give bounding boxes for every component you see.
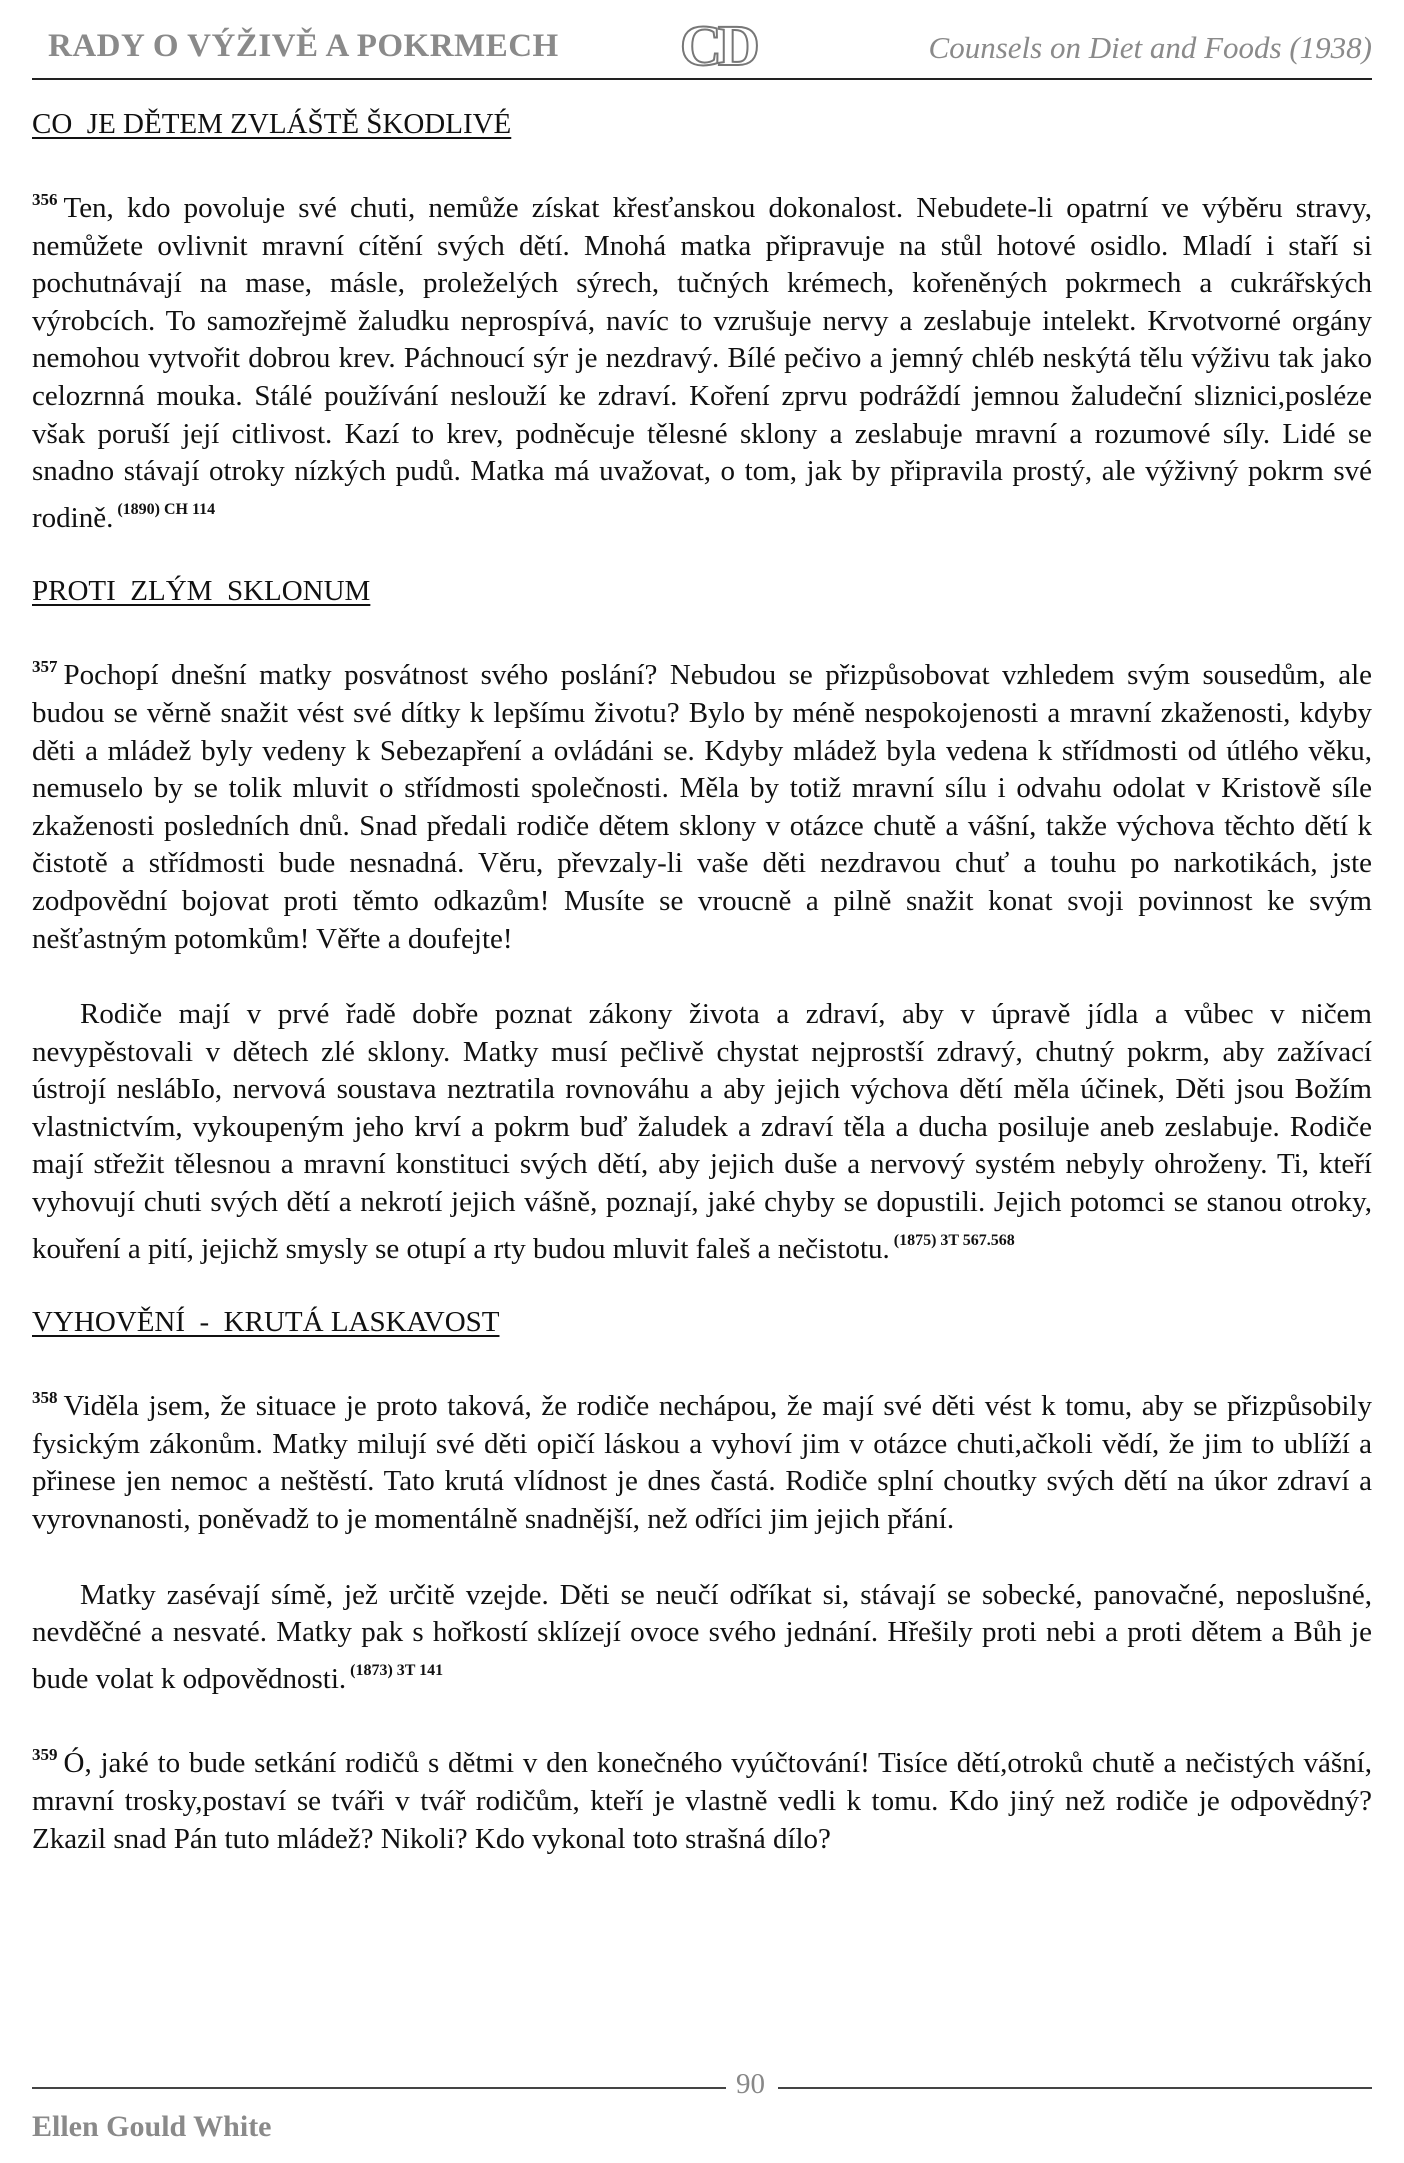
header-logo: CD	[680, 13, 756, 78]
reference: (1873) 3T 141	[350, 1661, 444, 1679]
paragraph-text: Viděla jsem, že situace je proto taková, že rodiče nechápou, že mají své děti vést k tomu, aby se přizpůsobily fysickým zákonům. Matky milují své děti opičí láskou a vyhoví jim v otázce chuti,ačkoli vědí, že jim to ublíží a přinese jen nemoc a neštěstí. Tato krutá vlídnost je dnes častá. Rodiče splní choutky svých dětí na úkor zdraví a vyrovnanosti, poněvadž to je momentálně snadnější, než odříci jim jejich přání.	[32, 1390, 1372, 1536]
header-right-title: Counsels on Diet and Foods (1938)	[928, 30, 1372, 65]
page-header	[32, 13, 1372, 80]
header-left-title: RADY O VÝŽIVĚ A POKRMECH	[48, 28, 559, 64]
footer-divider-left	[32, 2087, 726, 2089]
paragraph-text: Rodiče mají v prvé řadě dobře poznat zákony života a zdraví, aby v úpravě jídla a vůbec v ničem nevypěstovali v dětech zlé sklony. Matky musí pečlivě chystat nejprostší zdravý, chutný pokrm, aby zažívací ústrojí neslábIo, nervová soustava neztratila rovnováhu a aby jejich výchova dětí měla účinek, Děti jsou Božím vlastnictvím, vykoupeným jeho krví a pokrm buď žaludek a zdraví těla a ducha posiluje aneb zeslabuje. Rodiče mají střežit tělesnou a mravní konstituci svých dětí, aby jejich duše a nervový systém nebyly ohroženy. Ti, kteří vyhovují chuti svých dětí a nekrotí jejich vášně, poznají, jaké chyby se dopustili. Jejich potomci se stanou otroky, kouření a pití, jejichž smysly se otupí a rty budou mluvit faleš a nečistotu.	[32, 998, 1372, 1265]
paragraph-357	[32, 648, 1372, 958]
paragraph-text: Ó, jaké to bude setkání rodičů s dětmi v den konečného vyúčtování! Tisíce dětí,otroků chutě a nečistých vášní, mravní trosky,postaví se tváři v tvář rodičům, kteří je vlastně vedli k tomu. Kdo jiný než rodiče je odpovědný? Zkazil snad Pán tuto mládež? Nikoli? Kdo vykonal toto strašná dílo?	[32, 1747, 1372, 1855]
reference: (1890) CH 114	[117, 500, 216, 518]
paragraph-text: Ten, kdo povoluje své chuti, nemůže získat křesťanskou dokonalost. Nebudete-li opatrní ve výběru stravy, nemůžete ovlivnit mravní cítění svých dětí. Mnohá matka připravuje na stůl hotové osidlo. Mladí i staří si pochutnávají na mase, másle, proleželých sýrech, tučných krémech, kořeněných pokrmech a cukrářských výrobcích. To samozřejmě žaludku neprospívá, navíc to vzrušuje nervy a zeslabuje intelekt. Krvotvorné orgány nemohou vytvořit dobrou krev. Páchnoucí sýr je nezdravý. Bílé pečivo a jemný chléb neskýtá tělu výživu tak jako celozrnná mouka. Stálé používání neslouží ke zdraví. Koření zprvu podráždí jemnou žaludeční sliznici,posléze však poruší její citlivost. Kazí to krev, podněcuje tělesné sklony a zeslabuje mravní a rozumové síly. Lidé se snadno stávají otroky nízkých pudů. Matka má uvažovat, o tom, jak by připravila prostý, ale výživný pokrm své rodině.	[32, 192, 1372, 534]
page-content	[32, 108, 1372, 1896]
paragraph-357-continued	[32, 996, 1372, 1268]
footer-author: Ellen Gould White	[32, 2110, 272, 2143]
paragraph-number: 356	[32, 190, 58, 209]
paragraph-number: 357	[32, 657, 58, 677]
paragraph-358	[32, 1379, 1372, 1538]
paragraph-358-continued	[32, 1577, 1372, 1699]
paragraph-359	[32, 1736, 1372, 1858]
paragraph-356	[32, 181, 1372, 537]
footer-divider-right	[778, 2087, 1372, 2089]
paragraph-text: Matky zasévají símě, jež určitě vzejde. Děti se neučí odříkat si, stávají se sobecké, panovačné, neposlušné, nevděčné a nesvaté. Matky pak s hořkostí sklízejí ovoce svého jednání. Hřešily proti nebi a proti dětem a Bůh je bude volat k odpovědnosti.	[32, 1578, 1372, 1695]
page-number: 90	[736, 2068, 765, 2100]
reference: (1875) 3T 567.568	[893, 1231, 1015, 1249]
section-heading: PROTI ZLÝM SKLONUM	[32, 575, 371, 608]
paragraph-number: 359	[32, 1745, 58, 1765]
paragraph-number: 358	[32, 1388, 58, 1408]
section-heading: VYHOVĚNÍ - KRUTÁ LASKAVOST	[32, 1306, 500, 1339]
section-heading: CO JE DĚTEM ZVLÁŠTĚ ŠKODLIVÉ	[32, 108, 512, 140]
paragraph-text: Pochopí dnešní matky posvátnost svého poslání? Nebudou se přizpůsobovat vzhledem svým sousedům, ale budou se věrně snažit vést své dítky k lepšímu životu? Bylo by méně nespokojenosti a mravní zkaženosti, kdyby děti a mládež byly vedeny k Sebezapření a ovládáni se. Kdyby mládež byla vedena k střídmosti od útlého věku, nemuselo by se tolik mluvit o střídmosti společnosti. Měla by totiž mravní sílu i odvahu odolat v Kristově síle zkaženosti posledních dnů. Snad předali rodiče dětem sklony v otázce chutě a vášní, takže výchova těchto dětí k čistotě a střídmosti bude nesnadná. Věru, převzaly-li vaše děti nezdravou chuť a touhu po narkotikách, jste zodpovědní bojovat proti těmto odkazům! Musíte se vroucně a pilně snažit konat svoji povinnost ke svým nešťastným potomkům! Věřte a doufejte!	[32, 659, 1372, 955]
